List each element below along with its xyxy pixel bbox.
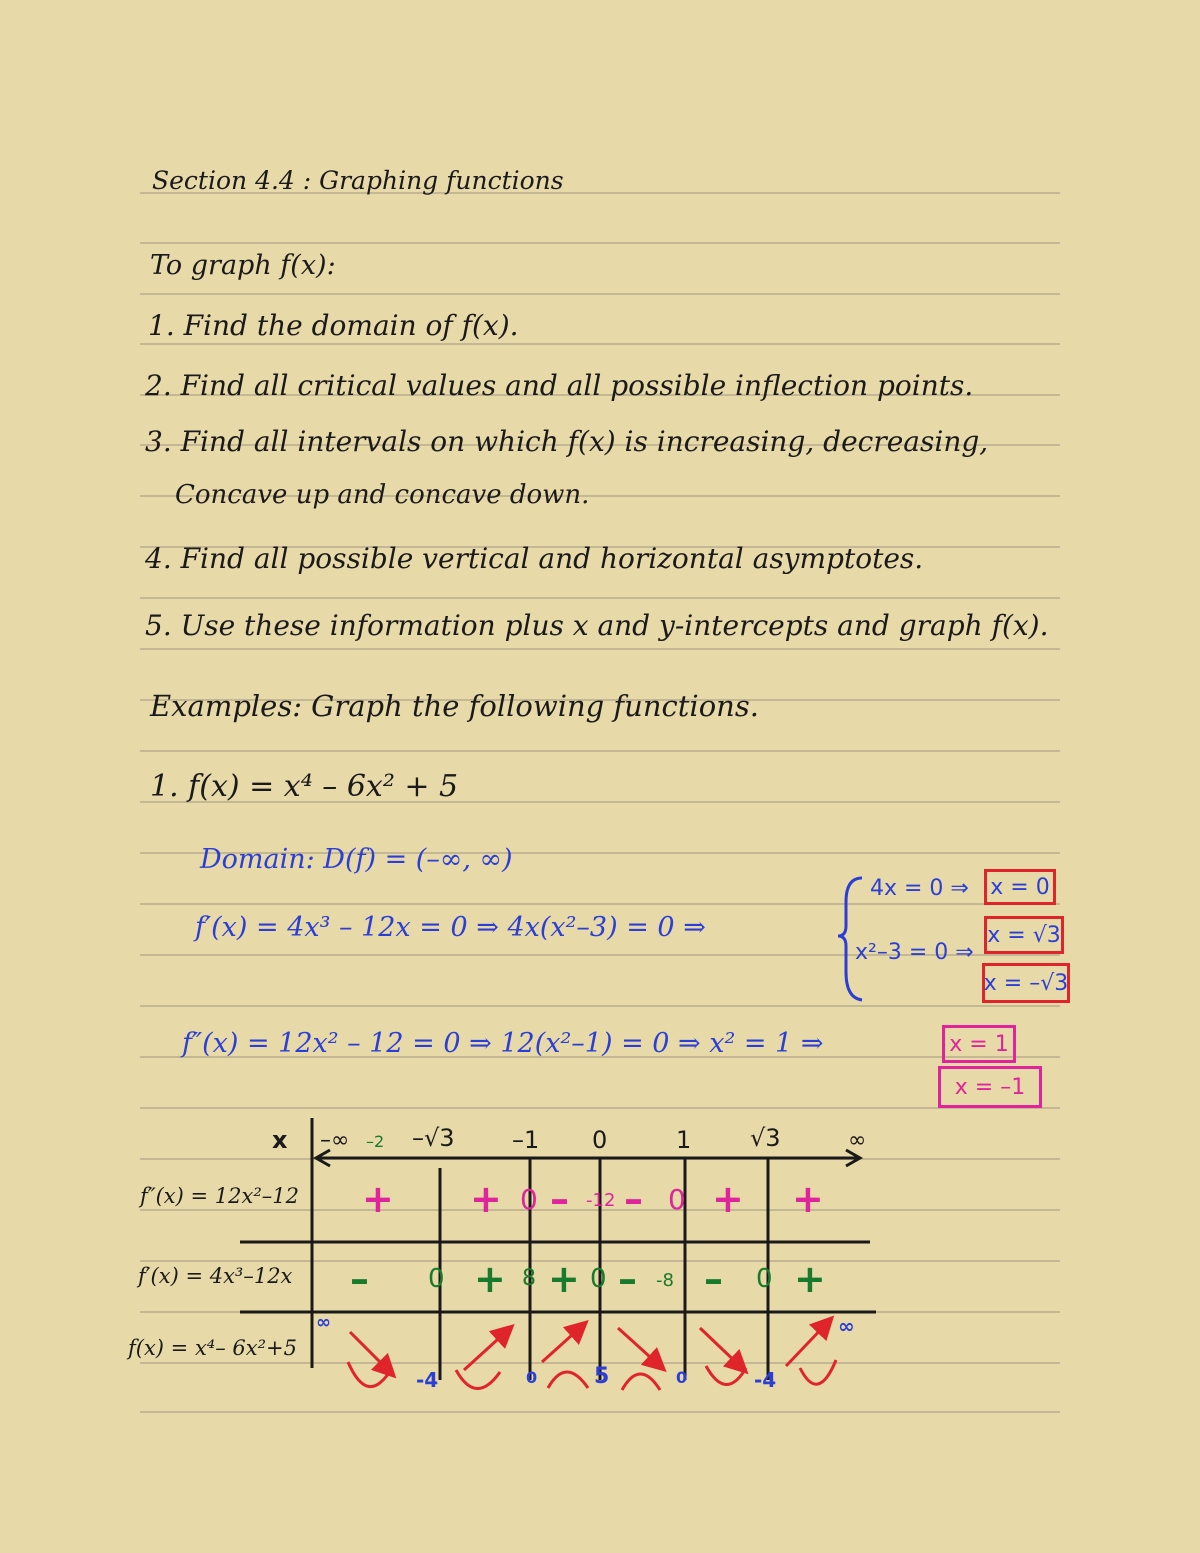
row-label-first-derivative: f′(x) = 4x³–12x <box>138 1264 293 1288</box>
f1-sign: + <box>548 1257 580 1301</box>
f2-sign: 0 <box>668 1183 686 1216</box>
step-1: 1. Find the domain of f(x). <box>148 309 519 342</box>
f1-sign: – <box>618 1257 637 1301</box>
f1-sign: 0 <box>756 1264 773 1294</box>
decreasing-arrow <box>618 1328 660 1366</box>
root-box-neg-sqrt3: x = –√3 <box>982 963 1070 1003</box>
step-3-continued: Concave up and concave down. <box>175 480 590 510</box>
case-4x: 4x = 0 ⇒ <box>870 876 969 901</box>
f1-sign: -8 <box>656 1270 674 1291</box>
row-label-second-derivative: f″(x) = 12x²–12 <box>140 1184 299 1208</box>
increasing-arrow <box>786 1322 828 1366</box>
f2-sign: + <box>362 1177 394 1221</box>
inflection-box-one: x = 1 <box>942 1025 1016 1063</box>
root-box-zero: x = 0 <box>984 869 1056 905</box>
f-value: 5 <box>594 1364 610 1389</box>
f-value: -4 <box>754 1368 777 1392</box>
f2-sign: 0 <box>520 1183 538 1216</box>
increasing-arrow <box>542 1326 582 1362</box>
x-value: 1 <box>676 1126 692 1154</box>
row-label-function: f(x) = x⁴– 6x²+5 <box>128 1336 297 1360</box>
examples-heading: Examples: Graph the following functions. <box>150 689 759 723</box>
x-value: √3 <box>750 1124 781 1152</box>
increasing-arrow <box>464 1330 508 1370</box>
table-x-label: x <box>272 1126 288 1154</box>
f1-sign: + <box>474 1257 506 1301</box>
f-value: 0 <box>526 1368 538 1387</box>
x-value: ∞ <box>848 1128 867 1153</box>
f1-sign: 8 <box>522 1266 536 1291</box>
step-2: 2. Find all critical values and all possible inflection points. <box>145 369 974 402</box>
f2-sign: -12 <box>586 1190 616 1211</box>
x-value: 0 <box>592 1126 608 1154</box>
x-value: –∞ <box>320 1128 350 1153</box>
f-value: -4 <box>416 1368 439 1392</box>
f1-sign: + <box>794 1257 826 1301</box>
f2-sign: – <box>624 1177 643 1221</box>
inflection-box-neg-one: x = –1 <box>938 1066 1042 1108</box>
concave-up-arc <box>800 1360 836 1384</box>
f-value: 0 <box>676 1368 688 1387</box>
f-value: ∞ <box>316 1312 331 1333</box>
f1-sign: – <box>704 1257 723 1301</box>
f2-sign: + <box>470 1177 502 1221</box>
section-heading: Section 4.4 : Graphing functions <box>152 166 564 195</box>
step-5: 5. Use these information plus x and y-intercepts and graph f(x). <box>145 609 1049 642</box>
case-x-squared: x²–3 = 0 ⇒ <box>855 940 974 965</box>
f2-sign: + <box>712 1177 744 1221</box>
step-4: 4. Find all possible vertical and horizontal asymptotes. <box>145 542 924 575</box>
f2-sign: – <box>550 1177 569 1221</box>
concave-down-arc <box>548 1372 588 1388</box>
x-value: –2 <box>366 1132 385 1151</box>
f2-sign: + <box>792 1177 824 1221</box>
root-box-sqrt3: x = √3 <box>984 916 1064 954</box>
example-1-function: 1. f(x) = x⁴ – 6x² + 5 <box>150 769 459 804</box>
decreasing-arrow <box>700 1328 742 1368</box>
step-3: 3. Find all intervals on which f(x) is increasing, decreasing, <box>145 425 989 458</box>
f1-sign: – <box>350 1257 369 1301</box>
x-value: –√3 <box>412 1124 455 1152</box>
x-value: –1 <box>512 1126 540 1154</box>
f-value: ∞ <box>838 1314 855 1338</box>
first-derivative-line: f′(x) = 4x³ – 12x = 0 ⇒ 4x(x²–3) = 0 ⇒ <box>195 912 706 943</box>
intro-line: To graph f(x): <box>150 250 336 281</box>
concave-up-arc <box>456 1370 500 1389</box>
domain-line: Domain: D(f) = (–∞, ∞) <box>200 844 513 875</box>
concave-down-arc <box>622 1374 660 1390</box>
second-derivative-line: f″(x) = 12x² – 12 = 0 ⇒ 12(x²–1) = 0 ⇒ x² = 1 ⇒ <box>182 1028 824 1059</box>
f1-sign: 0 <box>428 1264 445 1294</box>
f1-sign: 0 <box>590 1264 607 1294</box>
concave-up-arc <box>706 1366 746 1385</box>
decreasing-arrow <box>350 1332 390 1372</box>
